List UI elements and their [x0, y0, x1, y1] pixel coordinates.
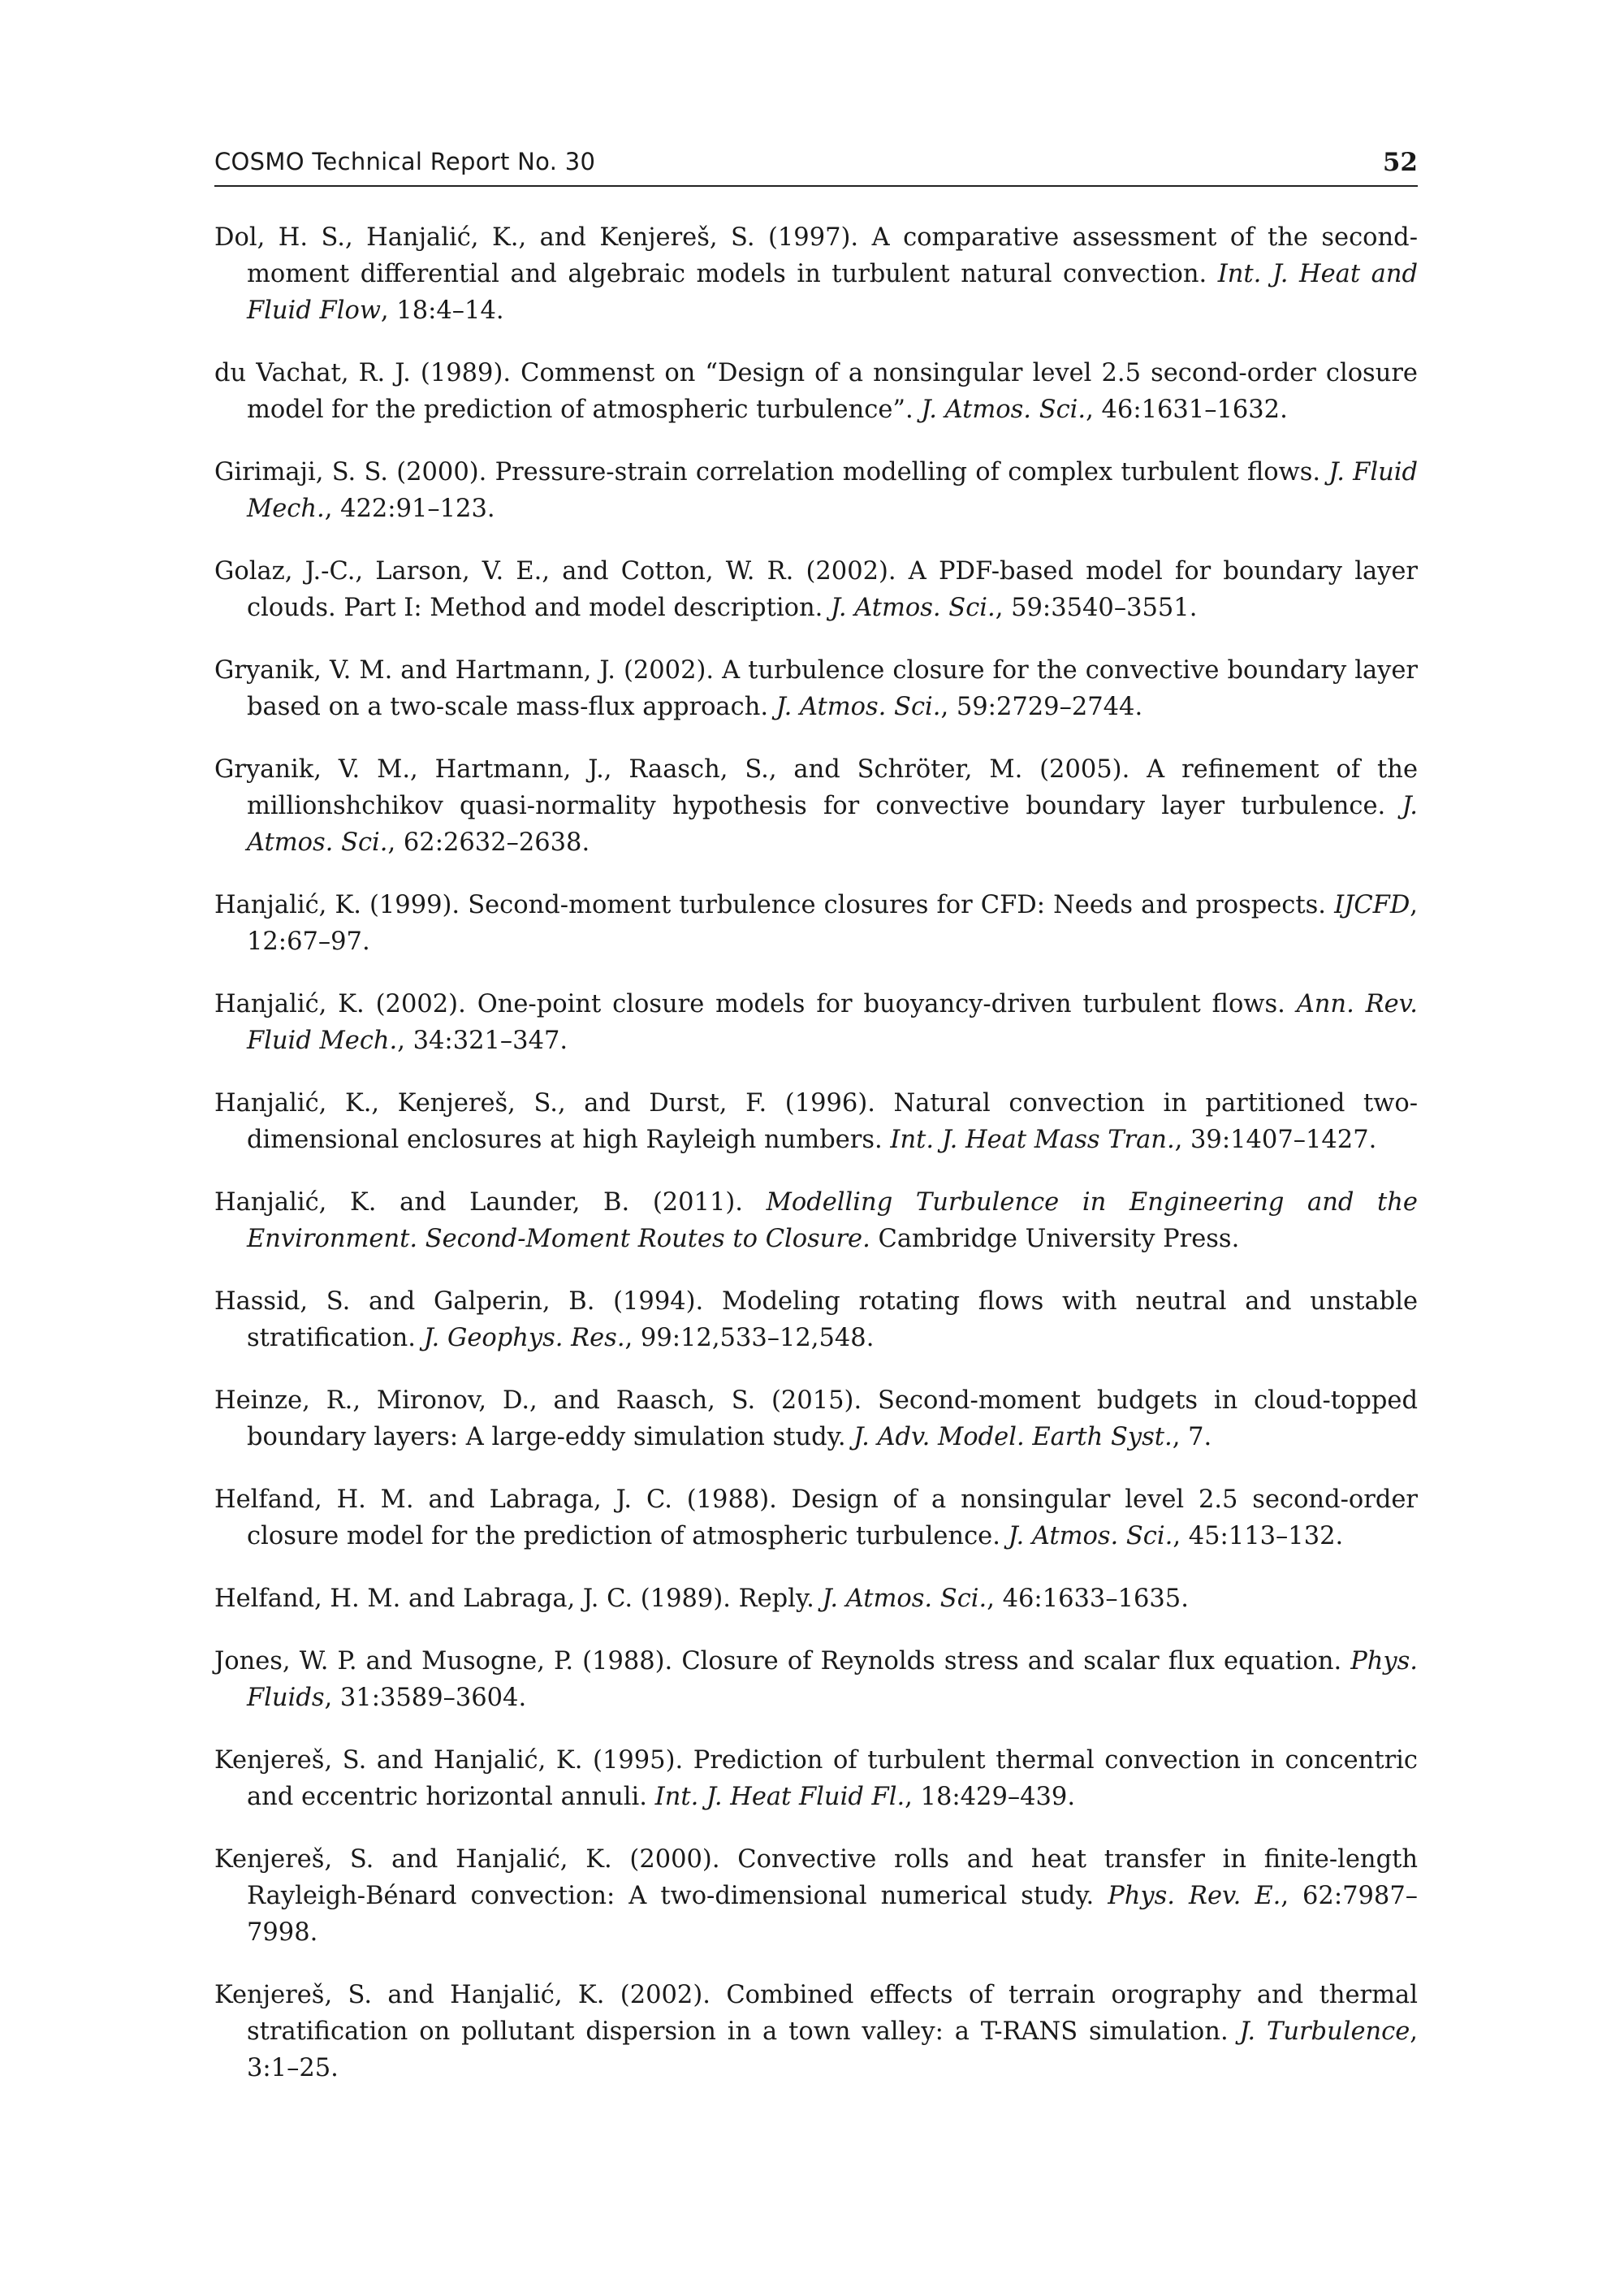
reference-entry: Hanjalić, K. and Launder, B. (2011). Modelling Turbulence in Engineering and the Environment. Second-Moment Routes to Closure. Cambridge University Press.	[214, 1188, 1418, 1253]
reference-entry: Golaz, J.-C., Larson, V. E., and Cotton, W. R. (2002). A PDF-based model for boundary layer clouds. Part I: Method and model description. J. Atmos. Sci., 59:3540–3551.	[214, 557, 1418, 622]
reference-entry: Dol, H. S., Hanjalić, K., and Kenjereš, S. (1997). A comparative assessment of the second-moment differential and algebraic models in turbulent natural convection. Int. J. Heat and Fluid Flow, 18:4–14.	[214, 223, 1418, 325]
page-number: 52	[1382, 148, 1418, 177]
reference-entry: Girimaji, S. S. (2000). Pressure-strain correlation modelling of complex turbulent flows. J. Fluid Mech., 422:91–123.	[214, 458, 1418, 523]
reference-list	[214, 219, 1418, 2112]
reference-entry: Hassid, S. and Galperin, B. (1994). Modeling rotating flows with neutral and unstable stratification. J. Geophys. Res., 99:12,533–12,548.	[214, 1287, 1418, 1352]
report-title: COSMO Technical Report No. 30	[214, 148, 596, 175]
reference-entry: Gryanik, V. M., Hartmann, J., Raasch, S., and Schröter, M. (2005). A refinement of the millionshchikov quasi-normality hypothesis for convective boundary layer turbulence. J. Atmos. Sci., 62:2632–2638.	[214, 755, 1418, 857]
reference-entry: Hanjalić, K. (1999). Second-moment turbulence closures for CFD: Needs and prospects. IJCFD, 12:67–97.	[214, 891, 1418, 956]
reference-entry: Jones, W. P. and Musogne, P. (1988). Closure of Reynolds stress and scalar flux equation. Phys. Fluids, 31:3589–3604.	[214, 1647, 1418, 1712]
reference-entry: Kenjereš, S. and Hanjalić, K. (2002). Combined effects of terrain orography and thermal stratification on pollutant dispersion in a town valley: a T-RANS simulation. J. Turbulence, 3:1–25.	[214, 1981, 1418, 2082]
reference-entry: Hanjalić, K. (2002). One-point closure models for buoyancy-driven turbulent flows. Ann. Rev. Fluid Mech., 34:321–347.	[214, 990, 1418, 1055]
reference-entry: Helfand, H. M. and Labraga, J. C. (1988). Design of a nonsingular level 2.5 second-order closure model for the prediction of atmospheric turbulence. J. Atmos. Sci., 45:113–132.	[214, 1485, 1418, 1550]
reference-entry: Kenjereš, S. and Hanjalić, K. (1995). Prediction of turbulent thermal convection in concentric and eccentric horizontal annuli. Int. J. Heat Fluid Fl., 18:429–439.	[214, 1746, 1418, 1811]
reference-entry: Hanjalić, K., Kenjereš, S., and Durst, F. (1996). Natural convection in partitioned two-dimensional enclosures at high Rayleigh numbers. Int. J. Heat Mass Tran., 39:1407–1427.	[214, 1089, 1418, 1154]
reference-entry: Kenjereš, S. and Hanjalić, K. (2000). Convective rolls and heat transfer in finite-length Rayleigh-Bénard convection: A two-dimensional numerical study. Phys. Rev. E., 62:7987–7998.	[214, 1845, 1418, 1947]
reference-entry: Gryanik, V. M. and Hartmann, J. (2002). A turbulence closure for the convective boundary layer based on a two-scale mass-flux approach. J. Atmos. Sci., 59:2729–2744.	[214, 656, 1418, 721]
page-header	[214, 140, 1418, 187]
reference-entry: Heinze, R., Mironov, D., and Raasch, S. (2015). Second-moment budgets in cloud-topped boundary layers: A large-eddy simulation study. J. Adv. Model. Earth Syst., 7.	[214, 1386, 1418, 1451]
reference-entry: du Vachat, R. J. (1989). Commenst on “Design of a nonsingular level 2.5 second-order closure model for the prediction of atmospheric turbulence”. J. Atmos. Sci., 46:1631–1632.	[214, 359, 1418, 424]
reference-entry: Helfand, H. M. and Labraga, J. C. (1989). Reply. J. Atmos. Sci., 46:1633–1635.	[214, 1585, 1189, 1613]
